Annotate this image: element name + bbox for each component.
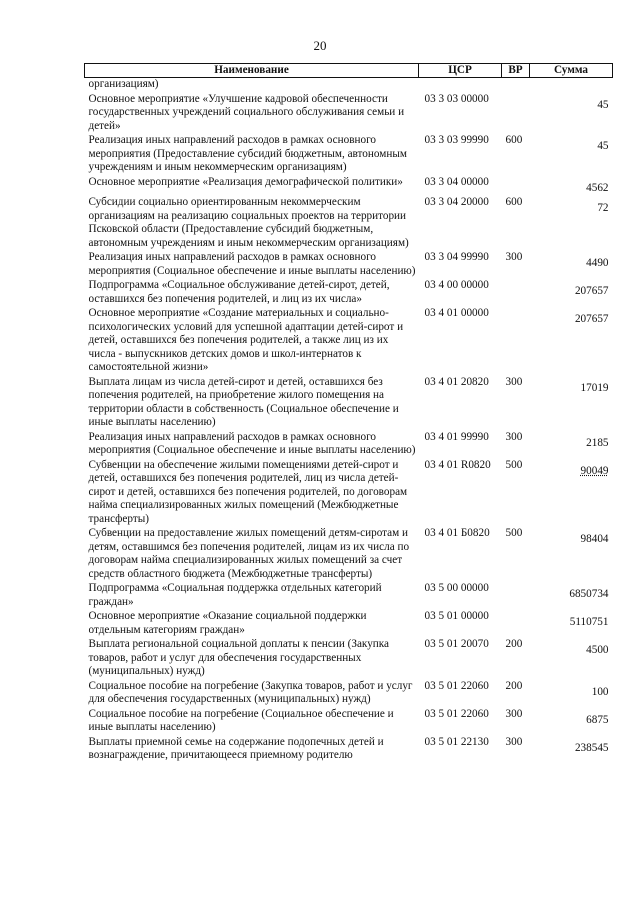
row-vr-cell: 200 [505,679,523,692]
row-csr-cell: 03 3 04 99990 [424,251,489,263]
table-row [85,736,613,764]
row-csr-cell: 03 3 04 00000 [424,175,489,188]
row-sum-value: 4500 [586,644,609,656]
row-sum-cell [530,680,613,708]
row-sum-cell [530,582,613,610]
table-row [85,527,613,582]
row-sum-value: 100 [591,685,609,698]
row-name-cell: Подпрограмма «Социальное обслуживание детей-сирот, детей, оставшихся без попечения родителей, и лиц из их числа» [88,279,390,305]
row-sum-value: 45 [597,98,609,111]
row-vr-cell [502,582,530,610]
row-name-cell: Субвенции на предоставление жилых помещений детям-сиротам и детям, оставшимся без попечения родителей, лицам из их числа по договорам найма специализированных жилых помещений за счет средств областного бюджета (Межбюджетные трансферты) [88,527,410,580]
row-sum-value: 238545 [574,741,609,754]
row-name-cell: Основное мероприятие «Оказание социальной поддержки отдельным категориям граждан» [88,610,367,636]
row-name-cell: Подпрограмма «Социальная поддержка отдельных категорий граждан» [88,582,382,608]
row-sum-cell [530,376,613,431]
row-sum-value: 17019 [580,381,609,394]
row-sum-cell [530,610,613,638]
row-name-cell: Основное мероприятие «Улучшение кадровой обеспеченности государственных учреждений социального обслуживания семьи и детей» [88,92,405,132]
row-vr-cell: 300 [505,735,523,748]
row-sum-value: 6875 [586,713,609,726]
row-vr-cell [502,176,530,197]
row-csr-cell: 03 3 04 20000 [424,196,489,208]
row-name-cell: Субвенции на обеспечение жилыми помещениями детей-сирот и детей, оставшихся без попечения родителей, лиц из числа детей-сирот и детей, оставшихся без попечения родителей, по договорам найма специализированных жилых помещений (Межбюджетные трансферты) [88,458,408,525]
row-sum-value: 4490 [586,257,609,269]
row-csr-cell [419,78,502,93]
table-row [85,251,613,279]
row-sum-cell [530,78,613,93]
row-name-cell: организациям) [88,78,159,90]
row-vr-cell: 500 [505,527,523,539]
row-sum-value: 207657 [574,285,609,297]
table-row [85,610,613,638]
row-vr-cell: 600 [505,134,523,146]
row-name-cell: Социальное пособие на погребение (Социальное обеспечение и иные выплаты населению) [88,707,394,733]
table-row [85,176,613,197]
row-sum-cell [530,176,613,197]
row-csr-cell: 03 4 01 R0820 [424,458,491,471]
row-name-cell: Выплаты приемной семье на содержание подопечных детей и вознаграждение, причитающееся приемному родителю [88,735,384,761]
row-csr-cell: 03 5 01 22060 [424,679,489,692]
header-csr: ЦСР [419,64,502,78]
budget-table [84,63,613,764]
row-sum-value: 4562 [586,181,609,194]
row-name-cell: Реализация иных направлений расходов в рамках основного мероприятия (Социальное обеспечение и иные выплаты населению) [88,251,416,277]
row-sum-cell [530,527,613,582]
row-sum-cell [530,279,613,307]
table-row [85,708,613,736]
row-name-cell: Реализация иных направлений расходов в рамках основного мероприятия (Предоставление субсидий бюджетным, автономным учреждениям и иным некоммерческим организациям) [88,134,407,173]
row-csr-cell: 03 3 03 00000 [424,92,489,105]
row-sum-cell [530,459,613,528]
row-sum-value: 207657 [574,313,609,325]
row-name-cell: Социальное пособие на погребение (Закупка товаров, работ и услуг для обеспечения государственных (муниципальных) нужд) [88,679,413,705]
row-sum-cell [530,638,613,680]
row-name-cell: Субсидии социально ориентированным некоммерческим организациям на реализацию социальных проектов на территории Псковской области (Предоставление субсидий бюджетным, автономным учреждениям и иным некоммерческим организациям) [88,196,409,249]
row-vr-cell: 300 [505,375,523,388]
table-row [85,582,613,610]
row-vr-cell: 500 [505,458,523,471]
row-sum-value: 2185 [586,436,609,449]
table-row [85,307,613,376]
header-vr: ВР [502,64,530,78]
table-row [85,134,613,176]
row-vr-cell [502,610,530,638]
row-vr-cell [502,78,530,93]
table-row [85,93,613,135]
row-vr-cell [502,307,530,376]
row-sum-value: 6850734 [569,588,609,600]
row-sum-cell [530,93,613,135]
table-row [85,459,613,528]
row-sum-value: 90049 [580,464,609,477]
row-vr-cell [502,93,530,135]
row-csr-cell: 03 4 01 Б0820 [424,527,490,539]
row-vr-cell: 300 [505,430,523,443]
row-vr-cell: 600 [505,196,523,208]
row-vr-cell: 300 [505,251,523,263]
table-body [85,78,613,764]
row-sum-value: 98404 [580,533,609,545]
row-csr-cell: 03 4 00 00000 [424,279,489,291]
row-csr-cell: 03 5 01 20070 [424,638,489,650]
row-sum-cell [530,196,613,251]
table-row [85,78,613,93]
table-row [85,638,613,680]
row-sum-cell [530,307,613,376]
row-csr-cell: 03 5 01 00000 [424,610,489,622]
header-name: Наименование [85,64,419,78]
table-row [85,196,613,251]
row-csr-cell: 03 4 01 99990 [424,430,489,443]
table-row [85,431,613,459]
row-name-cell: Выплата лицам из числа детей-сирот и детей, оставшихся без попечения родителей, на приобретение жилого помещения на территории области в собственность (Социальное обеспечение и иные выплаты населению) [88,375,399,428]
row-csr-cell: 03 5 01 22060 [424,707,489,720]
row-name-cell: Основное мероприятие «Реализация демографической политики» [88,175,403,188]
row-sum-cell [530,251,613,279]
row-csr-cell: 03 3 03 99990 [424,134,489,146]
table-row [85,376,613,431]
row-csr-cell: 03 5 00 00000 [424,582,489,594]
row-vr-cell: 200 [505,638,523,650]
row-vr-cell [502,279,530,307]
row-sum-cell [530,431,613,459]
row-sum-cell [530,736,613,764]
row-csr-cell: 03 4 01 00000 [424,307,489,319]
row-name-cell: Основное мероприятие «Создание материальных и социально-психологических условий для успешной адаптации детей-сирот и детей, оставшихся без попечения родителей, а также лиц из их числа - выпускников детских домов и школ-интернатов к самостоятельной жизни» [88,307,404,373]
row-sum-value: 72 [597,202,609,214]
row-sum-value: 45 [597,140,609,152]
row-name-cell: Реализация иных направлений расходов в рамках основного мероприятия (Социальное обеспечение и иные выплаты населению) [88,430,416,456]
table-header-row [85,64,613,78]
row-sum-cell [530,708,613,736]
row-name-cell: Выплата региональной социальной доплаты к пенсии (Закупка товаров, работ и услуг для обеспечения государственных (муниципальных) нужд) [88,638,390,677]
row-csr-cell: 03 4 01 20820 [424,375,489,388]
row-sum-value: 5110751 [569,616,609,628]
row-sum-cell [530,134,613,176]
row-csr-cell: 03 5 01 22130 [424,735,489,748]
table-row [85,680,613,708]
header-sum: Сумма [530,64,613,78]
row-vr-cell: 300 [505,707,523,720]
page-number: 20 [313,38,327,53]
table-row [85,279,613,307]
